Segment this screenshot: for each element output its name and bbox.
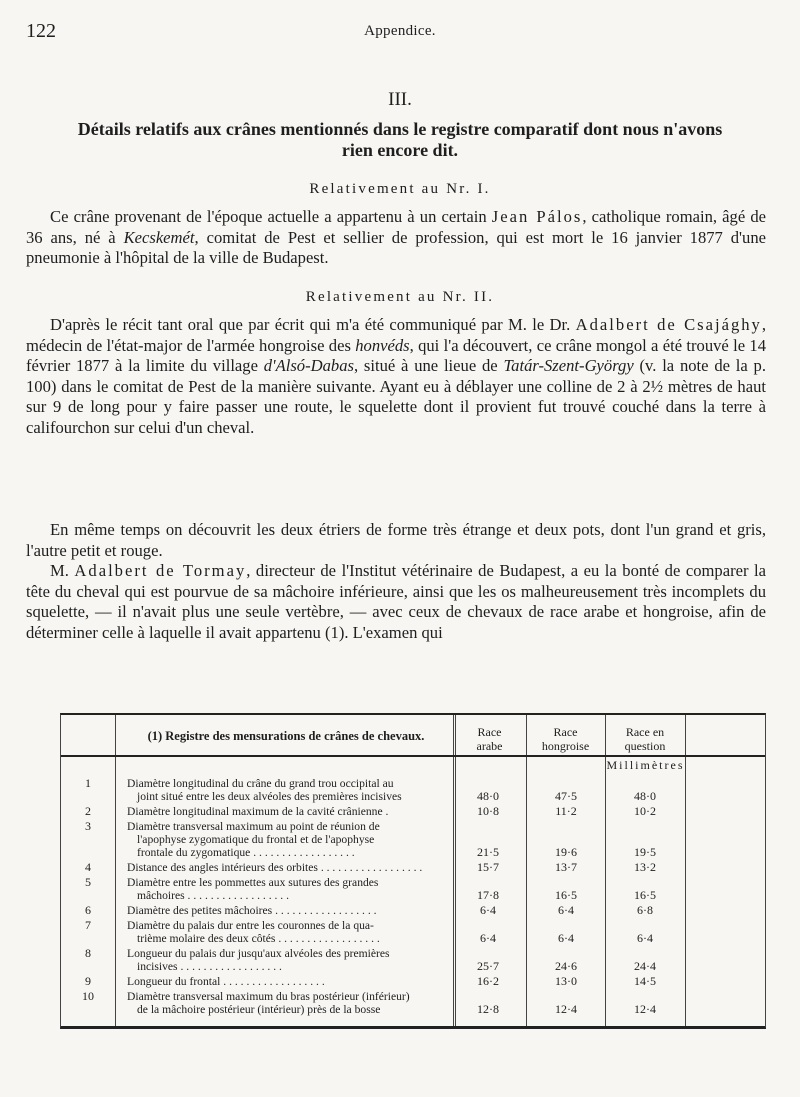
row-number: 6 [85, 903, 91, 917]
value-hongroise: 12·4 [555, 1002, 577, 1016]
value-arabe: 12·8 [477, 1002, 499, 1016]
row-description: Diamètre longitudinal du crâne du grand trou occipital au joint situé entre les deux alvéoles des premières incisives [127, 777, 402, 803]
row-description: Longueur du frontal . . . [127, 975, 452, 988]
value-question: 12·4 [634, 1002, 656, 1016]
row-description: Diamètre transversal maximum du bras postérieur (inférieur) de la mâchoire postérieur (intérieur) près de la bosse [127, 990, 410, 1016]
value-hongroise: 13·0 [555, 974, 577, 988]
row-number: 8 [85, 946, 91, 960]
value-question: 13·2 [634, 860, 656, 874]
row-number: 4 [85, 860, 91, 874]
col-rule [115, 715, 116, 1026]
section-heading [50, 119, 750, 161]
row-number: 3 [85, 819, 91, 833]
place-name: Kecskemét [123, 227, 195, 247]
value-hongroise: 6·4 [558, 903, 574, 917]
value-arabe: 25·7 [477, 959, 499, 973]
value-question: 19·5 [634, 845, 656, 859]
row-number: 2 [85, 804, 91, 818]
value-arabe: 6·4 [480, 903, 496, 917]
value-hongroise: 47·5 [555, 789, 577, 803]
header-race-hongroise: Race hongroise [541, 725, 590, 753]
row-number: 9 [85, 974, 91, 988]
subheading-nr-2: Relativement au Nr. II. [305, 289, 495, 305]
heading-line-2: rien encore dit. [341, 140, 459, 160]
row-number: 7 [85, 918, 91, 932]
row-number: 1 [85, 776, 91, 790]
value-hongroise: 13·7 [555, 860, 577, 874]
value-arabe: 21·5 [477, 845, 499, 859]
measurement-table [60, 713, 766, 1029]
running-title: Appendice. [364, 23, 436, 39]
value-question: 48·0 [634, 789, 656, 803]
section-number: III. [388, 89, 412, 110]
row-number: 10 [82, 989, 94, 1003]
paragraph-2: D'après le récit tant oral que par écrit qui m'a été communiqué par M. le Dr. Adalbert de Csajághy, médecin de l'état-major de l'armée hongroise des honvéds, qui l'a découvert, ce crâne mongol a été trouvé le 14 février 1877 à la limite du village d'Alsó-Dabas, situé à une lieue de Tatár-Szent-György (v. la note de la p. 100) dans le comitat de Pest de la manière suivante. Ayant eu à déblayer une colline de 2 à 2½ mètres de haut sur 9 de long pour y faire passer une route, le squelette dont il provient fut trouvé couché dans la terre à califourchon sur celui d'un cheval. [26, 315, 766, 437]
row-description: Distance des angles intérieurs des orbites . . . [127, 861, 452, 874]
heading-line-1: Détails relatifs aux crânes mentionnés dans le registre comparatif dont nous n'avons [77, 119, 723, 139]
header-race-arabe: Race arabe [476, 725, 503, 753]
paragraph-1: Ce crâne provenant de l'époque actuelle a appartenu à un certain Jean Pálos, catholique romain, âgé de 36 ans, né à Kecskemét, comitat de Pest et sellier de profession, qui est mort le 16 janvier 1877 d'une pneumonie à l'hôpital de la ville de Budapest. [26, 207, 767, 268]
person-name: Adalbert de Csajághy [575, 315, 762, 334]
page-number: 122 [26, 20, 56, 42]
unit-label: Millimètres [606, 758, 685, 772]
value-hongroise: 19·6 [555, 845, 577, 859]
value-question: 10·2 [634, 804, 656, 818]
value-question: 6·4 [637, 931, 653, 945]
value-arabe: 16·2 [477, 974, 499, 988]
row-description: Longueur du palais dur jusqu'aux alvéoles des premières incisives . . . [127, 947, 452, 973]
value-arabe: 48·0 [477, 789, 499, 803]
term-honveds: honvéds [355, 335, 410, 355]
value-hongroise: 16·5 [555, 888, 577, 902]
village-name: d'Alsó-Dabas [263, 356, 354, 376]
running-head [0, 20, 800, 46]
row-description: Diamètre des petites mâchoires . . . [127, 904, 452, 917]
paragraph-3: En même temps on découvrit les deux étriers de forme très étrange et deux pots, dont l'un grand et gris, l'autre petit et rouge. [26, 520, 766, 560]
person-name: Jean Pálos [491, 207, 583, 226]
row-description: Diamètre transversal maximum au point de réunion de l'apophyse zygomatique du frontal et de l'apophyse frontale du zygomatique . . . [127, 820, 452, 859]
value-question: 6·8 [637, 903, 653, 917]
value-arabe: 10·8 [477, 804, 499, 818]
value-arabe: 15·7 [477, 860, 499, 874]
header-race-question: Race en question [624, 725, 666, 753]
value-question: 16·5 [634, 888, 656, 902]
header-rule [61, 755, 765, 757]
row-description: Diamètre du palais dur entre les couronnes de la qua- trième molaire des deux côtés . . . [127, 919, 452, 945]
row-description: Diamètre entre les pommettes aux sutures des grandes mâchoires . . . [127, 876, 452, 902]
value-arabe: 17·8 [477, 888, 499, 902]
person-name: Adalbert de Tormay [74, 561, 247, 580]
paragraph-4: M. Adalbert de Tormay, directeur de l'Institut vétérinaire de Budapest, a eu la bonté de comparer la tête du cheval qui est pourvue de sa mâchoire inférieure, ainsi que les os malheureusement très incomplets du squelette, — il n'avait plus une seule vertèbre, — avec ceux de chevaux de race arabe et hongroise, afin de déterminer celle à laquelle il avait appartenu (1). L'examen qui [26, 561, 766, 642]
value-question: 14·5 [634, 974, 656, 988]
value-question: 24·4 [634, 959, 656, 973]
value-hongroise: 11·2 [555, 804, 577, 818]
place-name: Tatár-Szent-György [503, 356, 634, 376]
table-title: (1) Registre des mensurations de crânes de chevaux. [147, 729, 425, 743]
row-description: Diamètre longitudinal maximum de la cavité crânienne . [127, 805, 389, 818]
value-hongroise: 24·6 [555, 959, 577, 973]
subheading-nr-1: Relativement au Nr. I. [309, 181, 491, 197]
value-arabe: 6·4 [480, 931, 496, 945]
row-number: 5 [85, 875, 91, 889]
value-hongroise: 6·4 [558, 931, 574, 945]
